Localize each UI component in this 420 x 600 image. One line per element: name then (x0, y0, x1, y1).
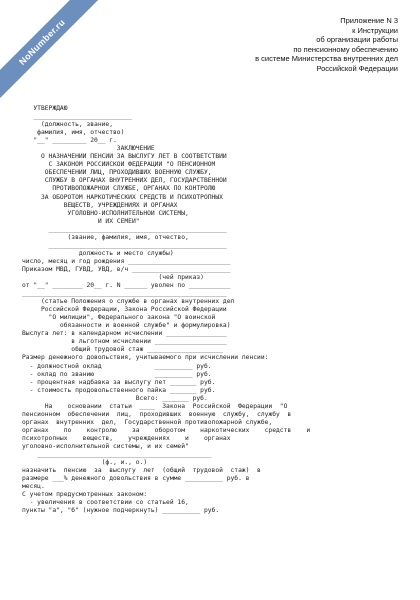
form-line: (должность, звание, (22, 121, 113, 129)
form-line: Размер денежного довольствия, учитываемого при исчислении пенсии: (22, 354, 269, 362)
form-line: "__" _________ 20__ г. (22, 137, 117, 145)
form-line: - процентная надбавка за выслугу лет _______ руб. (22, 378, 216, 386)
form-line: (статье Положения о службе в органах внутренних дел (22, 298, 235, 306)
form-line: Всего: _______ руб. (22, 394, 208, 402)
appendix-line: в системе Министерства внутренних дел (255, 54, 398, 64)
form-line: ВЕЩЕСТВ, УЧРЕЖДЕНИЯХ И ОРГАНАХ (22, 201, 178, 209)
form-line: (чей приказ) (22, 273, 204, 281)
form-line: число, месяц и год рождения ___________________________ (22, 257, 231, 265)
form-line: - оклад по званию __________ руб. (22, 370, 212, 378)
form-line: _______________________________________________ (22, 241, 227, 249)
form-body (22, 105, 398, 515)
form-line: __________________________ (22, 113, 132, 121)
form-line: "О милиции", Федерального закона "О воинской (22, 314, 216, 322)
form-line: ______________________________________________ (22, 451, 212, 459)
form-line: психотропных веществ, учреждениях и органах (22, 434, 231, 442)
form-line: На основании статьи ____ Закона Российской Федерации "О (22, 402, 288, 410)
watermark-text: NoNumber.ru (17, 17, 67, 67)
form-line: фамилия, имя, отчество) (22, 129, 125, 137)
form-line: - должностной оклад __________ руб. (22, 362, 212, 370)
form-line: пункты "а", "б" (нужное подчеркнуть) __________ руб. (22, 507, 220, 515)
form-line: месяц. (22, 483, 45, 491)
form-line: ПРОТИВОПОЖАРНОЙ СЛУЖБЕ, ОРГАНАХ ПО КОНТРОЛЮ (22, 185, 216, 193)
form-line: (ф., и., о.) (22, 459, 148, 467)
form-line: органах по контролю за оборотом наркотических средств и (22, 426, 311, 434)
appendix-line: Российской Федерации (316, 63, 398, 73)
form-line: обязанности и военной службе" и формулировка) (22, 322, 231, 330)
form-line: ЗАКЛЮЧЕНИЕ (22, 145, 155, 153)
form-line: назначить пенсию за выслугу лет (общий трудовой стаж) в (22, 467, 261, 475)
form-line: Выслуга лет: в календарном исчислении ________________ (22, 330, 227, 338)
form-line: - стоимость продовольственного пайка _______ руб. (22, 386, 216, 394)
appendix-line: об организации работы (316, 35, 398, 45)
form-line: пенсионном обеспечении лиц, проходивших военную службу, службу в (22, 410, 292, 418)
form-line: И ИХ СЕМЕЙ" (22, 217, 140, 225)
form-line: уголовно-исполнительной системы, и их семей" (22, 442, 189, 450)
appendix-header (208, 16, 398, 74)
form-line: С учетом предусмотренных законом: (22, 491, 148, 499)
form-line: от "__" ________ 20__ г. N ______ уволен по ___________ (22, 282, 231, 290)
form-line: УГОЛОВНО-ИСПОЛНИТЕЛЬНОЙ СИСТЕМЫ, (22, 209, 189, 217)
form-line: С ЗАКОНОМ РОССИЙСКОЙ ФЕДЕРАЦИИ "О ПЕНСИОННОМ (22, 161, 216, 169)
form-line: О НАЗНАЧЕНИИ ПЕНСИИ ЗА ВЫСЛУГУ ЛЕТ В СООТВЕТСТВИИ (22, 153, 227, 161)
appendix-line: Приложение N 3 (340, 16, 398, 25)
form-line: Приказом МВД, ГУВД, УВД, в/ч __________________________ (22, 265, 231, 273)
watermark-ribbon (0, 0, 106, 106)
form-line: ОБЕСПЕЧЕНИИ ЛИЦ, ПРОХОДИВШИХ ВОЕННУЮ СЛУЖБУ, (22, 169, 212, 177)
form-line: органах внутренних дел, Государственной противопожарной службе, (22, 418, 273, 426)
form-line: - увеличения в соответствии со статьей 16, (22, 499, 189, 507)
form-line: УТВЕРЖДАЮ (22, 105, 68, 112)
appendix-line: по пенсионному обеспечению (293, 44, 398, 54)
form-line: _______________________________________________ (22, 225, 227, 233)
form-line: Российской Федерации, Закона Российской Федерации (22, 306, 227, 314)
form-line: ______________________________________________________ (22, 290, 227, 298)
appendix-line: к Инструкции (352, 25, 398, 35)
form-line: (звание, фамилия, имя, отчество, (22, 233, 189, 241)
form-line: в льготном исчислении ___________________ (22, 338, 227, 346)
form-line: СЛУЖБУ В ОРГАНАХ ВНУТРЕННИХ ДЕЛ, ГОСУДАРСТВЕННОЙ (22, 177, 227, 185)
form-line: общий трудовой стаж ____________________ (22, 346, 223, 354)
form-line: должность и место службы) (22, 249, 174, 257)
form-line: ЗА ОБОРОТОМ НАРКОТИЧЕСКИХ СРЕДСТВ И ПСИХОТРОПНЫХ (22, 193, 223, 201)
form-line: размере ___% денежного довольствия в сумме __________ руб. в (22, 475, 250, 483)
